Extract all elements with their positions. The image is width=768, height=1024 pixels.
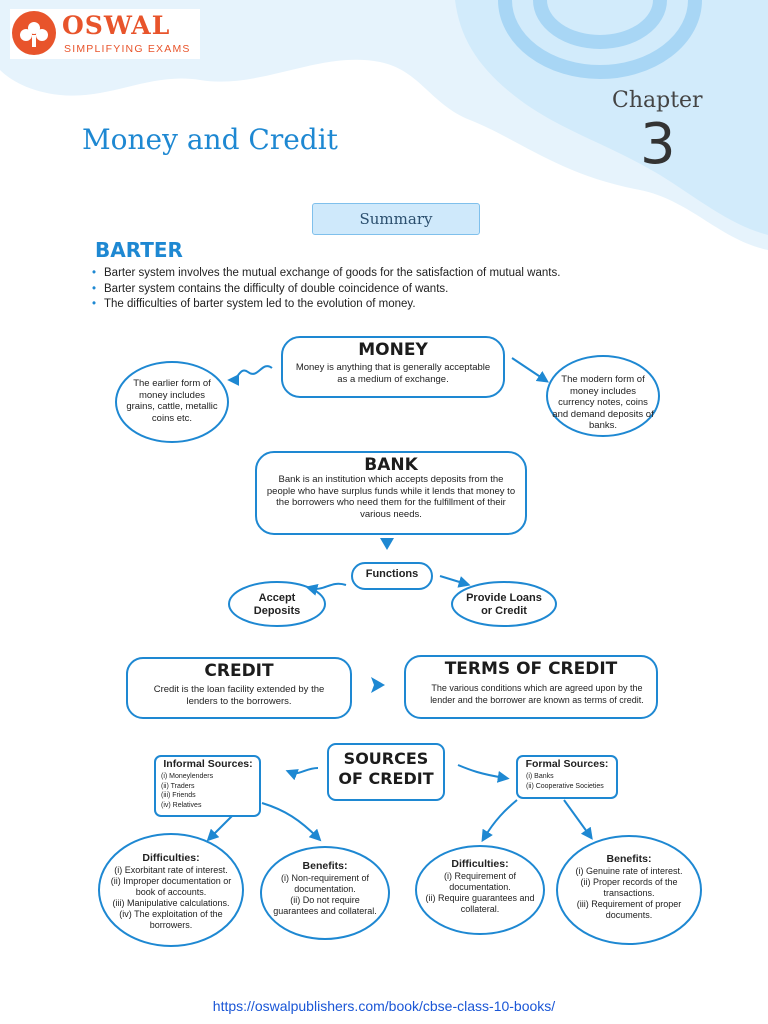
provide-loans-label: Provide Loans or Credit <box>466 592 542 617</box>
informal-benefits-heading: Benefits: <box>302 860 348 872</box>
formal-difficulties <box>422 858 538 915</box>
formal-difficulty-item: (i) Requirement of documentation. <box>443 871 517 892</box>
bank-text: Bank is an institution which accepts deposits from the people who have surplus funds while it lends that money to the borrowers who need them for the fulfillment of their various needs. <box>266 474 516 520</box>
sources-heading-line2: OF CREDIT <box>338 769 434 788</box>
formal-sources-list <box>526 772 616 791</box>
page-title: Money and Credit <box>82 123 338 156</box>
brand-tagline: SIMPLIFYING EXAMS <box>64 43 191 55</box>
credit-text: Credit is the loan facility extended by the lenders to the borrowers. <box>153 684 325 707</box>
formal-benefit-item: (ii) Proper records of the transactions. <box>580 877 678 898</box>
footer-link[interactable]: https://oswalpublishers.com/book/cbse-class-10-books/ <box>212 998 556 1014</box>
money-modern-form: The modern form of money includes currency notes, coins and demand deposits of banks. <box>552 374 654 431</box>
functions-label: Functions <box>365 568 419 580</box>
informal-difficulties-heading: Difficulties: <box>142 852 200 864</box>
informal-benefit-item: (ii) Do not require guarantees and collateral. <box>273 895 377 916</box>
informal-difficulty-item: (iii) Manipulative calculations. <box>112 898 230 908</box>
informal-sources-heading: Informal Sources: <box>163 758 253 770</box>
terms-text: The various conditions which are agreed upon by the lender and the borrower are known as terms of credit. <box>430 683 644 705</box>
informal-source-item: (i) Moneylenders <box>161 773 214 780</box>
barter-point: • Barter system involves the mutual exchange of goods for the satisfaction of mutual wants. <box>92 266 712 282</box>
chapter-label: Chapter <box>612 88 703 113</box>
brand-name: OSWAL <box>62 11 171 40</box>
informal-difficulties <box>105 852 237 931</box>
informal-difficulty-item: (i) Exorbitant rate of interest. <box>114 865 228 875</box>
sources-heading-line1: SOURCES <box>343 749 429 768</box>
informal-benefits <box>272 860 378 917</box>
barter-point: • The difficulties of barter system led to the evolution of money. <box>92 297 712 313</box>
formal-difficulties-heading: Difficulties: <box>451 858 509 870</box>
formal-difficulty-item: (ii) Require guarantees and collateral. <box>425 893 535 914</box>
formal-benefits <box>565 853 693 921</box>
informal-sources-list <box>161 772 257 810</box>
formal-benefits-heading: Benefits: <box>606 853 652 865</box>
barter-heading: BARTER <box>95 238 183 262</box>
formal-source-item: (ii) Cooperative Societies <box>526 782 604 790</box>
informal-difficulty-item: (ii) Improper documentation or book of accounts. <box>110 876 232 897</box>
money-text: Money is anything that is generally acceptable as a medium of exchange. <box>295 362 491 385</box>
informal-source-item: (iv) Relatives <box>161 801 202 809</box>
chapter-number: 3 <box>640 112 676 177</box>
informal-source-item: (iii) Friends <box>161 792 196 799</box>
bank-heading: BANK <box>364 455 418 475</box>
informal-source-item: (ii) Traders <box>161 782 195 790</box>
accept-deposits-label: Accept Deposits <box>253 592 301 617</box>
informal-difficulty-item: (iv) The exploitation of the borrowers. <box>119 909 223 930</box>
credit-heading: CREDIT <box>204 661 274 681</box>
summary-label: Summary <box>312 203 480 235</box>
informal-benefit-item: (i) Non-requirement of documentation. <box>280 873 370 894</box>
barter-point: • Barter system contains the difficulty of double coincidence of wants. <box>92 282 712 298</box>
formal-benefit-item: (i) Genuine rate of interest. <box>575 866 683 876</box>
formal-benefit-item: (iii) Requirement of proper documents. <box>576 899 682 920</box>
formal-source-item: (i) Banks <box>526 773 554 780</box>
money-earlier-form: The earlier form of money includes grains, cattle, metallic coins etc. <box>126 378 218 424</box>
money-heading: MONEY <box>358 340 428 360</box>
formal-sources-heading: Formal Sources: <box>525 758 609 770</box>
terms-heading: TERMS OF CREDIT <box>444 659 618 679</box>
